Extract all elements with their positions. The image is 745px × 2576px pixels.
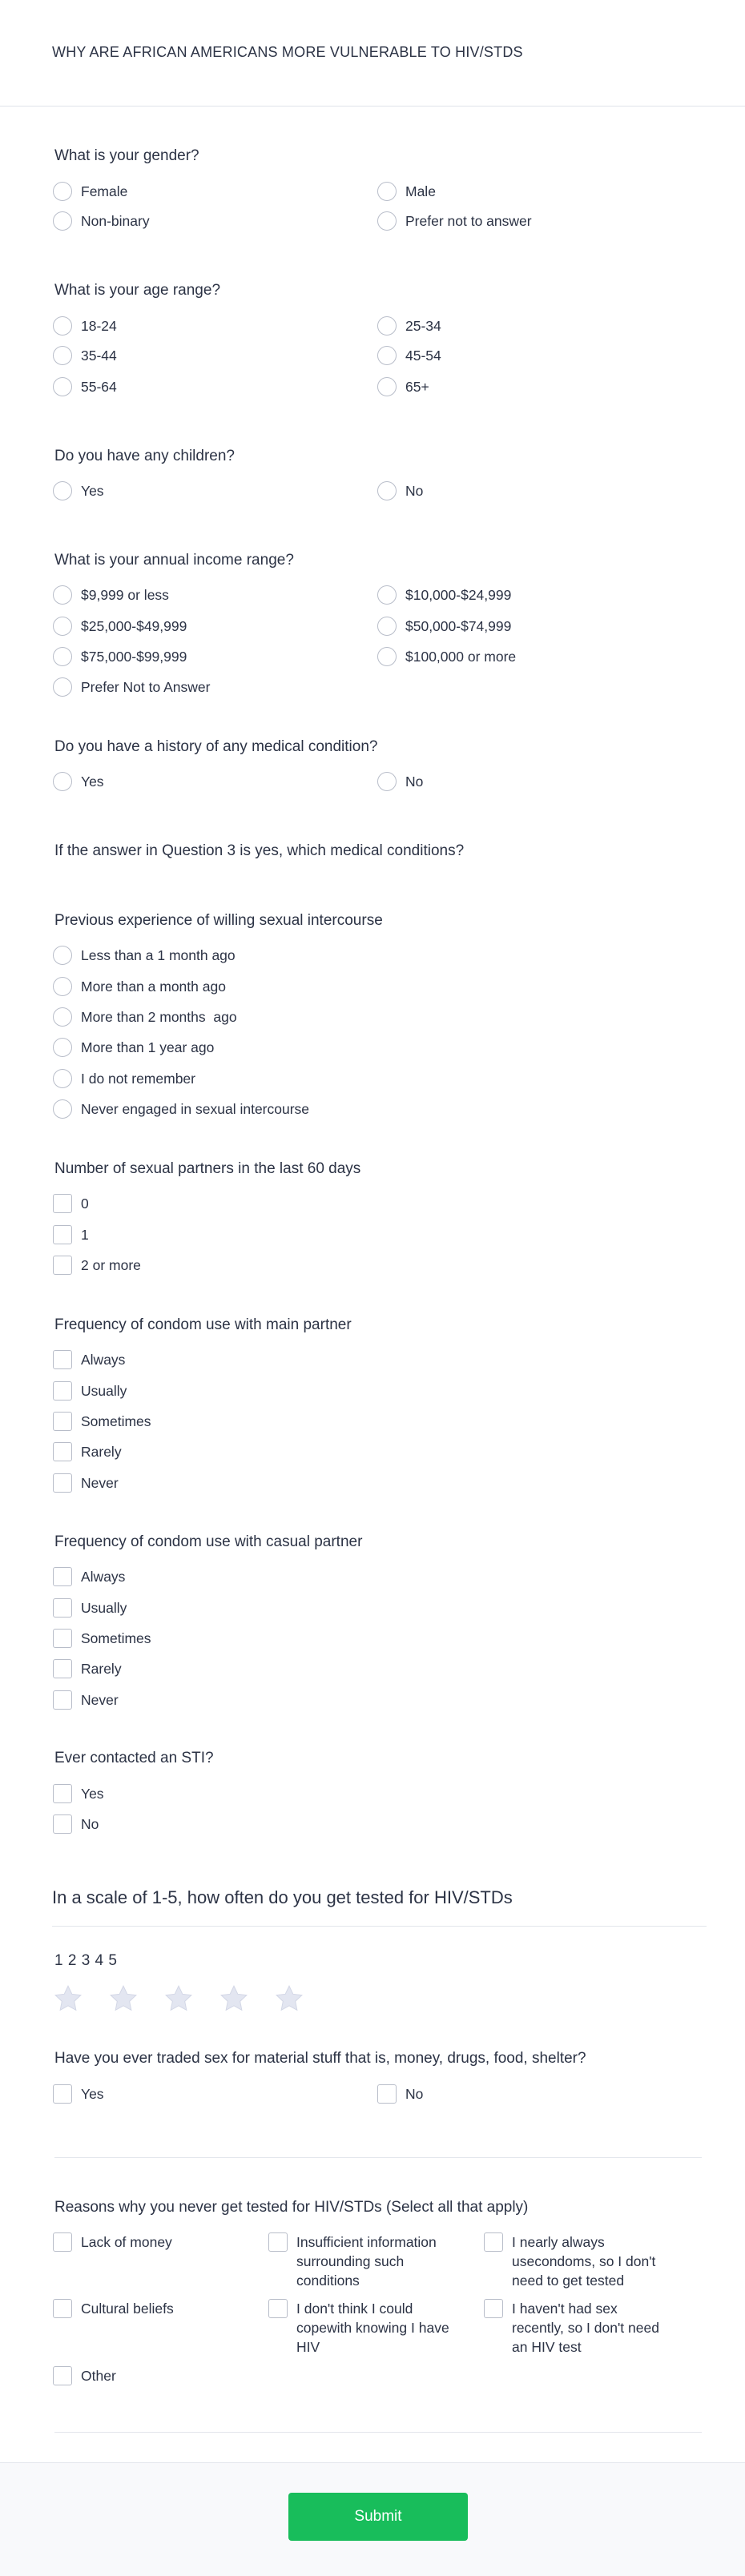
checkbox[interactable] [53,2366,72,2385]
radio-button[interactable] [377,772,397,791]
radio-button[interactable] [377,316,397,336]
sexual-experience-option-6[interactable]: Never engaged in sexual intercourse [53,1099,309,1119]
traded-sex-option-yes[interactable]: Yes [53,2084,104,2104]
star-rating-3-icon[interactable] [162,1983,195,2015]
gender-option-female[interactable]: Female [53,182,127,201]
income-option-prefer-not[interactable]: Prefer Not to Answer [53,677,210,697]
radio-button[interactable] [53,1038,72,1057]
radio-button[interactable] [53,211,72,231]
medical-history-option-no[interactable]: No [377,772,423,791]
partners-option-2-or-more[interactable]: 2 or more [53,1256,141,1275]
traded-sex-option-no[interactable]: No [377,2084,423,2104]
reasons-option-cope-hiv[interactable]: I don't think I could copewith knowing I have HIV [268,2299,465,2357]
radio-button[interactable] [377,585,397,605]
radio-button[interactable] [53,1099,72,1119]
form-title: WHY ARE AFRICAN AMERICANS MORE VULNERABLE TO HIV/STDS [52,44,523,60]
condom-main-option-rarely[interactable]: Rarely [53,1442,122,1461]
traded-sex-question: Have you ever traded sex for material stuff that is, money, drugs, food, shelter? [54,2050,586,2067]
sexual-experience-option-2[interactable]: More than a month ago [53,977,226,996]
checkbox[interactable] [377,2084,397,2104]
radio-button[interactable] [53,377,72,396]
sti-option-no[interactable]: No [53,1814,99,1834]
partners-question: Number of sexual partners in the last 60 days [54,1160,361,1177]
condom-main-option-never[interactable]: Never [53,1473,119,1493]
income-option-5[interactable]: $75,000-$99,999 [53,647,187,666]
checkbox[interactable] [53,2084,72,2104]
checkbox[interactable] [53,1814,72,1834]
medical-history-option-yes[interactable]: Yes [53,772,104,791]
reasons-option-other[interactable]: Other [53,2366,249,2385]
radio-button[interactable] [53,182,72,201]
radio-button[interactable] [377,211,397,231]
condom-main-question: Frequency of condom use with main partner [54,1316,352,1333]
condom-casual-option-sometimes[interactable]: Sometimes [53,1629,151,1648]
checkbox[interactable] [484,2299,503,2318]
income-option-2[interactable]: $10,000-$24,999 [377,585,511,605]
gender-option-male[interactable]: Male [377,182,436,201]
income-option-1[interactable]: $9,999 or less [53,585,169,605]
condom-casual-option-never[interactable]: Never [53,1690,119,1710]
checkbox[interactable] [484,2232,503,2252]
reasons-option-no-sex-recently[interactable]: I haven't had sex recently, so I don't need an HIV test [484,2299,672,2357]
radio-button[interactable] [377,617,397,636]
radio-button[interactable] [53,585,72,605]
gender-option-prefer-not[interactable]: Prefer not to answer [377,211,532,231]
children-question: Do you have any children? [54,448,235,464]
reasons-option-lack-of-money[interactable]: Lack of money [53,2232,249,2252]
radio-button[interactable] [377,377,397,396]
checkbox[interactable] [53,1784,72,1803]
radio-button[interactable] [53,316,72,336]
reasons-option-cultural-beliefs[interactable]: Cultural beliefs [53,2299,249,2318]
age-option-65-plus[interactable]: 65+ [377,377,429,396]
income-option-4[interactable]: $50,000-$74,999 [377,617,511,636]
partners-option-1[interactable]: 1 [53,1225,89,1244]
medical-conditions-question: If the answer in Question 3 is yes, which medical conditions? [54,842,465,859]
section-divider [54,2157,702,2158]
condom-main-option-always[interactable]: Always [53,1350,125,1369]
checkbox[interactable] [53,1598,72,1618]
checkbox[interactable] [53,1381,72,1401]
checkbox[interactable] [53,1473,72,1493]
section-divider [54,2432,702,2433]
income-option-3[interactable]: $25,000-$49,999 [53,617,187,636]
income-question: What is your annual income range? [54,552,294,569]
sexual-experience-option-4[interactable]: More than 1 year ago [53,1038,214,1057]
checkbox[interactable] [53,1690,72,1710]
age-option-35-44[interactable]: 35-44 [53,346,117,365]
reasons-question: Reasons why you never get tested for HIV/STDs (Select all that apply) [54,2199,529,2216]
checkbox[interactable] [53,2299,72,2318]
age-option-55-64[interactable]: 55-64 [53,377,117,396]
checkbox[interactable] [53,1350,72,1369]
condom-main-option-sometimes[interactable]: Sometimes [53,1412,151,1431]
checkbox[interactable] [53,1256,72,1275]
star-rating-1-icon[interactable] [51,1983,85,2015]
age-option-45-54[interactable]: 45-54 [377,346,441,365]
star-rating-4-icon[interactable] [217,1983,251,2015]
checkbox[interactable] [53,1194,72,1213]
sti-question: Ever contacted an STI? [54,1750,214,1766]
radio-button[interactable] [53,346,72,365]
checkbox[interactable] [53,1659,72,1678]
medical-history-question: Do you have a history of any medical condition? [54,738,378,755]
checkbox[interactable] [53,1442,72,1461]
reasons-option-insufficient-info[interactable]: Insufficient information surrounding such conditions [268,2232,465,2290]
checkbox[interactable] [53,1412,72,1431]
reasons-option-use-condoms[interactable]: I nearly always usecondoms, so I don't need to get tested [484,2232,672,2290]
checkbox[interactable] [53,1225,72,1244]
radio-button[interactable] [377,481,397,500]
age-option-18-24[interactable]: 18-24 [53,316,117,336]
radio-button[interactable] [53,1007,72,1027]
checkbox[interactable] [268,2299,288,2318]
checkbox[interactable] [268,2232,288,2252]
sexual-experience-option-3[interactable]: More than 2 months ago [53,1007,237,1027]
partners-option-0[interactable]: 0 [53,1194,89,1213]
condom-main-option-usually[interactable]: Usually [53,1381,127,1401]
sti-option-yes[interactable]: Yes [53,1784,104,1803]
radio-button[interactable] [53,617,72,636]
scale-numbers: 1 2 3 4 5 [54,1952,118,1969]
income-option-6[interactable]: $100,000 or more [377,647,516,666]
radio-button[interactable] [53,772,72,791]
radio-button[interactable] [53,946,72,965]
radio-button[interactable] [377,647,397,666]
section-divider [52,1926,707,1927]
radio-button[interactable] [53,1069,72,1088]
age-option-25-34[interactable]: 25-34 [377,316,441,336]
sexual-experience-question: Previous experience of willing sexual intercourse [54,912,383,929]
gender-question: What is your gender? [54,147,199,164]
radio-button[interactable] [53,677,72,697]
condom-casual-option-usually[interactable]: Usually [53,1598,127,1618]
submit-button[interactable]: Submit [288,2493,468,2541]
checkbox[interactable] [53,1567,72,1586]
children-option-yes[interactable]: Yes [53,481,104,500]
condom-casual-option-always[interactable]: Always [53,1567,125,1586]
radio-button[interactable] [53,647,72,666]
radio-button[interactable] [377,346,397,365]
sexual-experience-option-5[interactable]: I do not remember [53,1069,195,1088]
star-rating-2-icon[interactable] [107,1983,140,2015]
sexual-experience-option-1[interactable]: Less than a 1 month ago [53,946,236,965]
condom-casual-option-rarely[interactable]: Rarely [53,1659,122,1678]
checkbox[interactable] [53,2232,72,2252]
gender-option-non-binary[interactable]: Non-binary [53,211,150,231]
radio-button[interactable] [53,977,72,996]
star-rating-5-icon[interactable] [272,1983,306,2015]
radio-button[interactable] [377,182,397,201]
testing-scale-heading: In a scale of 1-5, how often do you get tested for HIV/STDs [52,1887,513,1907]
age-question: What is your age range? [54,282,221,299]
children-option-no[interactable]: No [377,481,423,500]
form-header [0,0,745,106]
radio-button[interactable] [53,481,72,500]
checkbox[interactable] [53,1629,72,1648]
condom-casual-question: Frequency of condom use with casual partner [54,1533,363,1550]
